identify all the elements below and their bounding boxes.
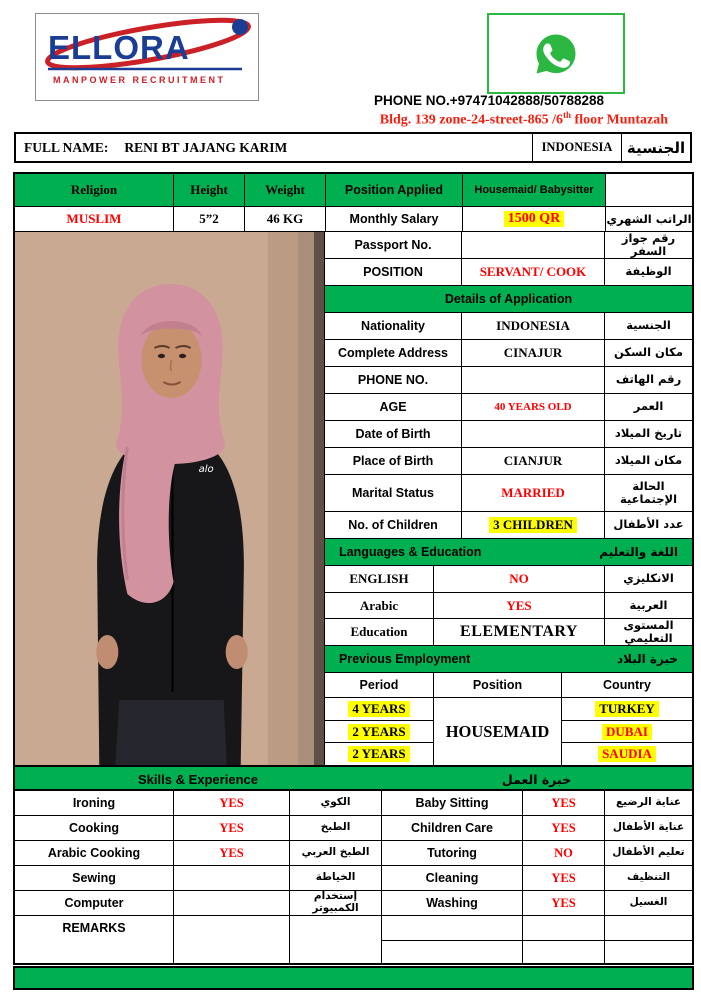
education-label: Education: [325, 619, 434, 645]
height-header: Height: [174, 174, 245, 206]
arabic-label: Arabic: [325, 593, 434, 618]
arabic-cooking-label: Arabic Cooking: [15, 841, 174, 865]
arabic-row: [325, 593, 692, 619]
whatsapp-box: [487, 13, 625, 94]
logo-tagline-text: MANPOWER RECRUITMENT: [53, 75, 226, 85]
tutoring-label: Tutoring: [382, 841, 523, 865]
address-line: [380, 110, 668, 129]
children-care-label: Children Care: [382, 816, 523, 840]
remarks-label: REMARKS: [15, 916, 174, 963]
languages-section-arabic: اللغة والتعليم: [599, 545, 678, 559]
children-arabic: عدد الأطفال: [613, 517, 684, 532]
period-header: Period: [325, 673, 434, 697]
religion-value: MUSLIM: [15, 207, 174, 231]
address-ordinal: th: [563, 110, 572, 120]
full-name-value: RENI BT JAJANG KARIM: [124, 139, 288, 155]
employment-country-3: SAUDIA: [562, 743, 692, 765]
employment-country-1: TURKEY: [562, 698, 692, 721]
position-applied-header: Position Applied: [326, 174, 463, 206]
height-value: 5”2: [174, 207, 245, 231]
section-details-of-application: [325, 286, 692, 313]
employment-table: [325, 698, 692, 765]
passport-arabic: رقم جواز السفر: [621, 230, 676, 258]
children-care-row: [382, 816, 692, 841]
employment-period-3: 2 YEARS: [325, 743, 433, 765]
age-arabic: العمر: [633, 399, 664, 414]
nationality-header-arabic: الجنسية: [621, 134, 690, 161]
sewing-arabic: الخياطة: [315, 871, 356, 884]
address-text-2: floor Muntazah: [571, 112, 668, 128]
weight-header: Weight: [245, 174, 326, 206]
role-header: Housemaid/ Babysitter: [463, 174, 606, 206]
arabic-cooking-arabic: الطبخ العربي: [301, 846, 370, 859]
ironing-label: Ironing: [15, 791, 174, 815]
position-arabic: الوظيفة: [625, 264, 672, 279]
cleaning-row: [382, 866, 692, 891]
skills-section-title: Skills & Experience: [138, 771, 258, 787]
computer-arabic: إستخدام الكمبيوتر: [312, 890, 359, 914]
washing-row: [382, 891, 692, 916]
passport-row: [325, 232, 692, 259]
religion-header: Religion: [15, 174, 174, 206]
employment-period-1: 4 YEARS: [325, 698, 433, 721]
marital-status-row: [325, 475, 692, 512]
age-row: [325, 394, 692, 421]
empty-row-1: [382, 916, 692, 941]
jacket-logo-text: alo: [198, 464, 214, 475]
monthly-salary-cell: [463, 207, 606, 231]
logo-brand-text: ELLORA: [48, 29, 190, 66]
complete-address-row: [325, 340, 692, 367]
employment-periods: [325, 698, 434, 765]
marital-status-arabic: الحالة الإجتماعية: [619, 478, 678, 506]
company-logo: [35, 13, 259, 101]
ellora-logo-graphic: [36, 14, 256, 98]
washing-arabic: الغسيل: [629, 896, 668, 909]
marital-status-label: Marital Status: [325, 475, 462, 511]
children-value: 3 CHILDREN: [489, 517, 577, 533]
phone-arabic: رقم الهاتف: [615, 372, 682, 387]
employment-header-row: [325, 673, 692, 698]
phone-row: [325, 367, 692, 394]
computer-row: [15, 891, 381, 916]
nationality-header-value: INDONESIA: [532, 134, 621, 161]
remarks-row: [15, 916, 381, 963]
tutoring-row: [382, 841, 692, 866]
position-column-header: Position: [434, 673, 562, 697]
country-header: Country: [603, 678, 651, 692]
address-text: Bldg. 139 zone-24-street-865 /6: [379, 112, 564, 128]
arabic-cooking-value: YES: [174, 841, 290, 865]
section-languages-education: [325, 539, 692, 566]
top-values-row: [15, 207, 692, 232]
tutoring-value: NO: [523, 841, 605, 865]
date-of-birth-label: Date of Birth: [325, 421, 462, 447]
employment-country-2: DUBAI: [562, 721, 692, 744]
place-of-birth-arabic: مكان الميلاد: [614, 453, 683, 468]
place-of-birth-row: [325, 448, 692, 475]
place-of-birth-label: Place of Birth: [325, 448, 462, 474]
cooking-row: [15, 816, 381, 841]
complete-address-label: Complete Address: [325, 340, 462, 366]
employment-period-2: 2 YEARS: [325, 721, 433, 744]
age-value: 40 YEARS OLD: [462, 394, 605, 420]
washing-label: Washing: [382, 891, 523, 915]
skills-section-arabic: خبرة العمل: [501, 771, 572, 787]
footer-green-bar: [13, 966, 694, 990]
education-value: ELEMENTARY: [434, 619, 605, 645]
phone-label: PHONE NO.: [325, 367, 462, 393]
skills-table: [13, 789, 694, 965]
cooking-arabic: الطبخ: [320, 821, 351, 834]
computer-label: Computer: [15, 891, 174, 915]
age-label: AGE: [325, 394, 462, 420]
baby-sitting-label: Baby Sitting: [382, 791, 523, 815]
ironing-row: [15, 791, 381, 816]
employment-countries: [562, 698, 692, 765]
baby-sitting-value: YES: [523, 791, 605, 815]
english-row: [325, 566, 692, 593]
date-of-birth-value: [462, 421, 605, 447]
skills-right-column: [381, 791, 692, 963]
children-care-value: YES: [523, 816, 605, 840]
monthly-salary-label: Monthly Salary: [326, 207, 463, 231]
table-body: [15, 232, 692, 765]
monthly-salary-value: 1500 QR: [504, 211, 565, 227]
cooking-label: Cooking: [15, 816, 174, 840]
english-value: NO: [434, 566, 605, 592]
nationality-value: INDONESIA: [462, 313, 605, 339]
children-care-arabic: عناية الأطفال: [612, 821, 685, 834]
monthly-salary-arabic: الراتب الشهري: [606, 212, 692, 226]
cleaning-arabic: التنظيف: [626, 871, 671, 884]
remarks-arabic-cell: [290, 916, 381, 963]
candidate-photo-graphic: [15, 232, 324, 765]
date-of-birth-arabic: تاريخ الميلاد: [614, 426, 683, 441]
passport-label: Passport No.: [325, 232, 462, 258]
nationality-label: Nationality: [325, 313, 462, 339]
remarks-value: [174, 916, 290, 963]
english-label: ENGLISH: [325, 566, 434, 592]
marital-status-value: MARRIED: [462, 475, 605, 511]
nationality-arabic: الجنسية: [626, 318, 671, 333]
cooking-value: YES: [174, 816, 290, 840]
ironing-arabic: الكوي: [320, 796, 351, 809]
washing-value: YES: [523, 891, 605, 915]
complete-address-value: CINAJUR: [462, 340, 605, 366]
top-header-empty-cell: [606, 174, 692, 206]
education-row: [325, 619, 692, 646]
children-row: [325, 512, 692, 539]
main-table: [13, 172, 694, 767]
date-of-birth-row: [325, 421, 692, 448]
children-cell: [462, 512, 605, 538]
section-previous-employment: [325, 646, 692, 673]
logo-orb: [232, 19, 248, 35]
baby-sitting-arabic: عناية الرضيع: [615, 796, 682, 809]
phone-value: [462, 367, 605, 393]
whatsapp-icon: [530, 28, 582, 80]
phone-number: PHONE NO.+97471042888/50788288: [374, 93, 605, 108]
arabic-value: YES: [434, 593, 605, 618]
empty-row-2: [382, 941, 692, 965]
sewing-value: [174, 866, 290, 890]
computer-value: [174, 891, 290, 915]
full-name-row: [14, 132, 692, 163]
english-arabic: الانكليزي: [623, 571, 674, 586]
employment-position-value: HOUSEMAID: [434, 698, 562, 765]
weight-value: 46 KG: [245, 207, 326, 231]
tutoring-arabic: تعليم الأطفال: [612, 846, 685, 859]
languages-section-title: Languages & Education: [339, 545, 482, 559]
passport-value: [462, 232, 605, 258]
children-label: No. of Children: [325, 512, 462, 538]
details-panel: [325, 232, 692, 765]
cleaning-value: YES: [523, 866, 605, 890]
place-of-birth-value: CIANJUR: [462, 448, 605, 474]
employment-section-arabic: خبرة البلاد: [616, 652, 678, 666]
top-header-row: [15, 174, 692, 207]
candidate-photo: [15, 232, 325, 765]
sewing-row: [15, 866, 381, 891]
complete-address-arabic: مكان السكن: [614, 345, 683, 360]
employment-section-title: Previous Employment: [339, 652, 471, 666]
arabic-arabic: العربية: [629, 597, 668, 612]
full-name-cell: [16, 134, 532, 161]
section-details-title: Details of Application: [444, 292, 573, 306]
sewing-label: Sewing: [15, 866, 174, 890]
full-name-label: FULL NAME:: [24, 139, 109, 155]
skills-left-column: [15, 791, 381, 963]
position-value: SERVANT/ COOK: [462, 259, 605, 285]
position-label: POSITION: [325, 259, 462, 285]
nationality-row: [325, 313, 692, 340]
cleaning-label: Cleaning: [382, 866, 523, 890]
education-arabic: المستوى التعليمي: [623, 617, 674, 645]
arabic-cooking-row: [15, 841, 381, 866]
position-row: [325, 259, 692, 286]
ironing-value: YES: [174, 791, 290, 815]
baby-sitting-row: [382, 791, 692, 816]
